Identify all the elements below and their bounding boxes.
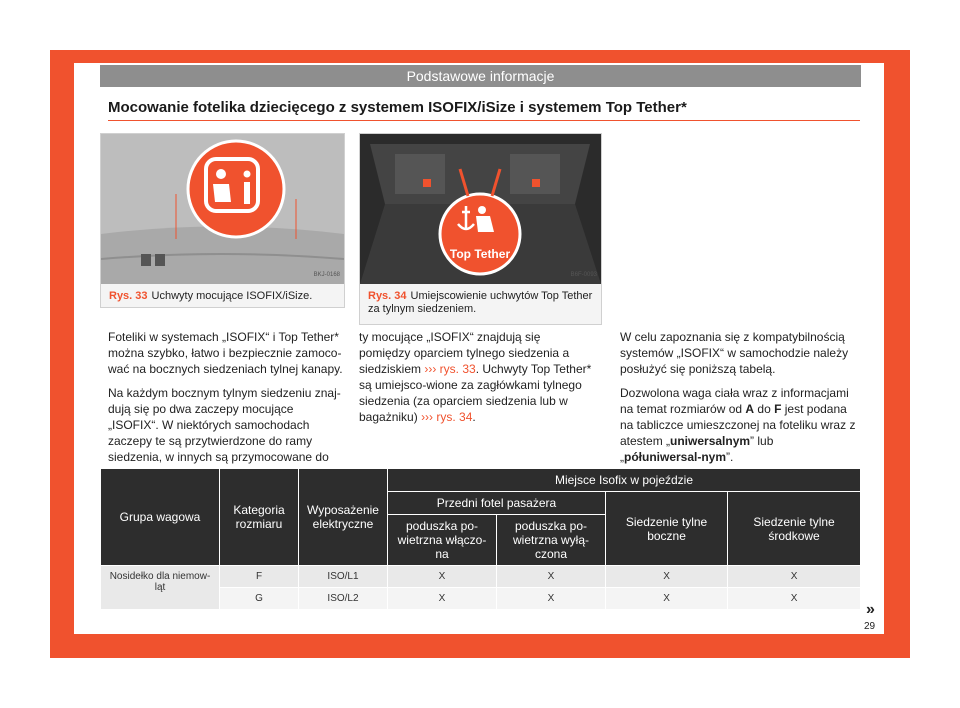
header-isofix: Miejsce Isofix w pojeździe [388, 469, 861, 492]
emphasis: półuniwersal-nym [624, 450, 727, 464]
paragraph-text: . [472, 410, 476, 424]
header-rear-side: Siedzenie tylne boczne [606, 492, 728, 566]
header-group: Grupa wagowa [101, 469, 220, 566]
header-airbag-on: poduszka po-wietrzna włączo-na [388, 515, 497, 566]
paragraph: W celu zapoznania się z kompatybilnością systemów „ISOFIX“ w samochodzie należy posłużyć się poniższą tabelą. [620, 330, 849, 376]
isofix-seat-image [101, 134, 344, 284]
paragraph-text: Dozwolona waga ciała wraz z informacjami na temat rozmiarów od [620, 386, 849, 416]
table-cell: X [388, 588, 497, 610]
paragraph-text: jest podana na tabliczce umieszczonej na foteliku wraz z atestem „ [620, 402, 856, 448]
paragraph [620, 385, 856, 465]
trunk-image [360, 134, 601, 284]
figure-isofix [100, 133, 345, 308]
table-cell: F [220, 566, 299, 588]
table-cell: X [497, 588, 606, 610]
isofix-compatibility-table [100, 468, 861, 610]
header-front: Przedni fotel pasażera [388, 492, 606, 515]
figure-caption-text: Umiejscowienie uchwytów Top Tether za tylnym siedzeniem. [368, 290, 593, 315]
top-tether-sign-text: Top Tether [449, 247, 511, 261]
header-rear-center: Siedzenie tylne środkowe [728, 492, 861, 566]
size-code: F [774, 402, 782, 416]
table-cell: X [728, 588, 861, 610]
paragraph-text: ty mocujące „ISOFIX“ znajdują się pomiędzy oparciem tylnego siedzenia a siedziskiem [359, 330, 570, 376]
figure-caption [109, 290, 334, 303]
table-cell: X [728, 566, 861, 588]
figure-label: Rys. 34 [368, 290, 407, 302]
table-cell: X [388, 566, 497, 588]
size-code: A [745, 402, 755, 416]
figure-label: Rys. 33 [109, 290, 148, 302]
header-equip: Wyposażenie elektryczne [299, 469, 388, 566]
paragraph [359, 329, 595, 425]
table-cell: ISO/L2 [299, 588, 388, 610]
table-cell: ISO/L1 [299, 566, 388, 588]
table-cell: G [220, 588, 299, 610]
paragraph-text: ”. [726, 450, 734, 464]
emphasis: uniwersalnym [670, 434, 751, 448]
next-page-arrow[interactable]: » [866, 601, 875, 618]
figure-caption [368, 290, 593, 316]
paragraph: Na każdym bocznym tylnym siedzeniu znaj-dują się po dwa zaczepy mocujące „ISOFIX“. W niektórych samochodach zaczepy te są przytwierdzone do ramy siedzenia, w innych są przymocowane do [108, 386, 341, 464]
header-size: Kategoria rozmiaru [220, 469, 299, 566]
paragraph: Foteliki w systemach „ISOFIX“ i Top Tether* można szybko, łatwo i bezpiecznie zamoco-wać na bocznych siedzeniach tylnej kanapy. [108, 330, 343, 376]
figure-caption-text: Uchwyty mocujące ISOFIX/iSize. [151, 290, 313, 302]
page-number: 29 [864, 621, 876, 632]
text-column-1 [108, 329, 344, 489]
text-column-3 [620, 329, 856, 473]
table-cell: X [497, 566, 606, 588]
group-cell: Nosidełko dla niemow-ląt [101, 566, 220, 610]
manual-page [74, 63, 884, 634]
figure-reference-link[interactable]: ››› rys. 33 [424, 362, 476, 376]
table-row [101, 566, 861, 588]
table-cell: X [606, 566, 728, 588]
paragraph-text: ” lub „ [620, 434, 774, 464]
figure-top-tether [359, 133, 602, 325]
figure-code: BKJ-0168 [313, 272, 340, 278]
figure-reference-link[interactable]: ››› rys. 34 [421, 410, 473, 424]
figure-code: B6F-0093 [570, 272, 597, 278]
paragraph-text: . Uchwyty Top Tether* są umiejsco-wione za zagłówkami tylnego siedzenia (za oparciem siedzenia lub w bagażniku) [359, 362, 592, 424]
paragraph-text: do [754, 402, 775, 416]
table-cell: X [606, 588, 728, 610]
header-airbag-off: poduszka po-wietrzna wyłą-czona [497, 515, 606, 566]
section-title: Mocowanie fotelika dziecięcego z systemem ISOFIX/iSize i systemem Top Tether* [108, 99, 860, 121]
text-column-2 [359, 329, 595, 433]
chapter-header: Podstawowe informacje [100, 65, 861, 87]
